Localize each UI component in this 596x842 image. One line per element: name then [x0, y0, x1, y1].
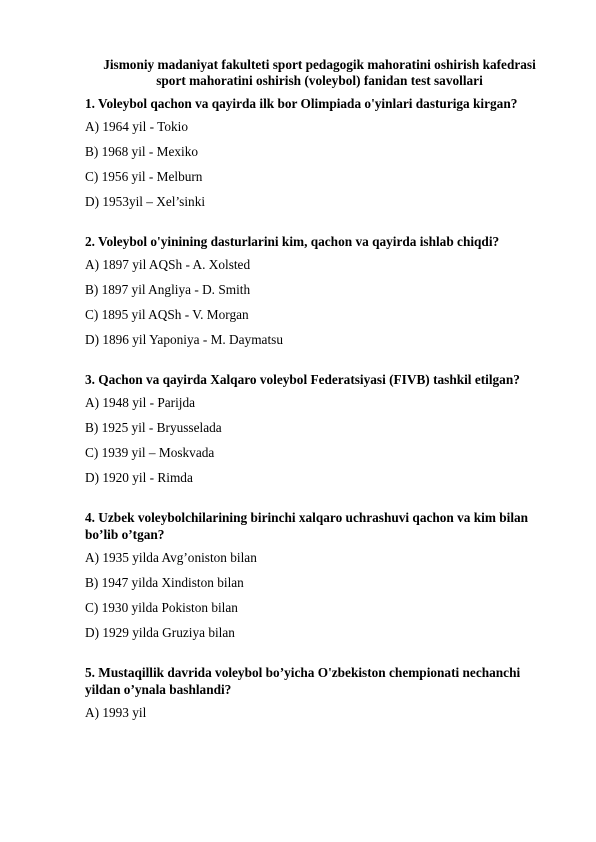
answer-d: D) 1953yil – Xel’sinki: [85, 194, 206, 209]
question-text: 5. Mustaqillik davrida voleybol bo’yicha O'zbekiston chempionati nechanchi yildan o’ynala bashlandi?: [85, 665, 521, 697]
answer-a: A) 1964 yil - Tokio: [85, 119, 188, 134]
answer-b: B) 1968 yil - Mexiko: [85, 144, 199, 159]
answer-a: A) 1993 yil: [85, 705, 147, 720]
question-5: [85, 664, 556, 721]
answer-b: B) 1897 yil Angliya - D. Smith: [85, 282, 251, 297]
answer-c: C) 1895 yil AQSh - V. Morgan: [85, 307, 249, 322]
title-line-1: Jismoniy madaniyat fakulteti sport pedagogik mahoratini oshirish kafedrasi: [103, 57, 536, 72]
answer-d: D) 1929 yilda Gruziya bilan: [85, 625, 235, 640]
question-text: 4. Uzbek voleybolchilarining birinchi xalqaro uchrashuvi qachon va kim bilan bo’lib o’tgan?: [85, 510, 529, 542]
answer-a: A) 1935 yilda Avg’oniston bilan: [85, 550, 257, 565]
document-title: [85, 57, 556, 89]
answer-c: C) 1939 yil – Moskvada: [85, 445, 215, 460]
title-line-2: sport mahoratini oshirish (voleybol) fanidan test savollari: [156, 73, 483, 88]
answer-b: B) 1925 yil - Bryusselada: [85, 420, 222, 435]
question-text: 2. Voleybol o'yinining dasturlarini kim, qachon va qayirda ishlab chiqdi?: [85, 234, 500, 249]
question-1: [85, 95, 556, 210]
answer-a: A) 1948 yil - Parijda: [85, 395, 196, 410]
question-4: [85, 509, 556, 641]
answer-a: A) 1897 yil AQSh - A. Xolsted: [85, 257, 251, 272]
question-text: 3. Qachon va qayirda Xalqaro voleybol Federatsiyasi (FIVB) tashkil etilgan?: [85, 372, 520, 387]
question-text: 1. Voleybol qachon va qayirda ilk bor Olimpiada o'yinlari dasturiga kirgan?: [85, 96, 518, 111]
answer-d: D) 1920 yil - Rimda: [85, 470, 193, 485]
answer-b: B) 1947 yilda Xindiston bilan: [85, 575, 244, 590]
question-3: [85, 371, 556, 486]
answer-c: C) 1930 yilda Pokiston bilan: [85, 600, 238, 615]
question-2: [85, 233, 556, 348]
answer-c: C) 1956 yil - Melburn: [85, 169, 203, 184]
answer-d: D) 1896 yil Yaponiya - M. Daymatsu: [85, 332, 283, 347]
